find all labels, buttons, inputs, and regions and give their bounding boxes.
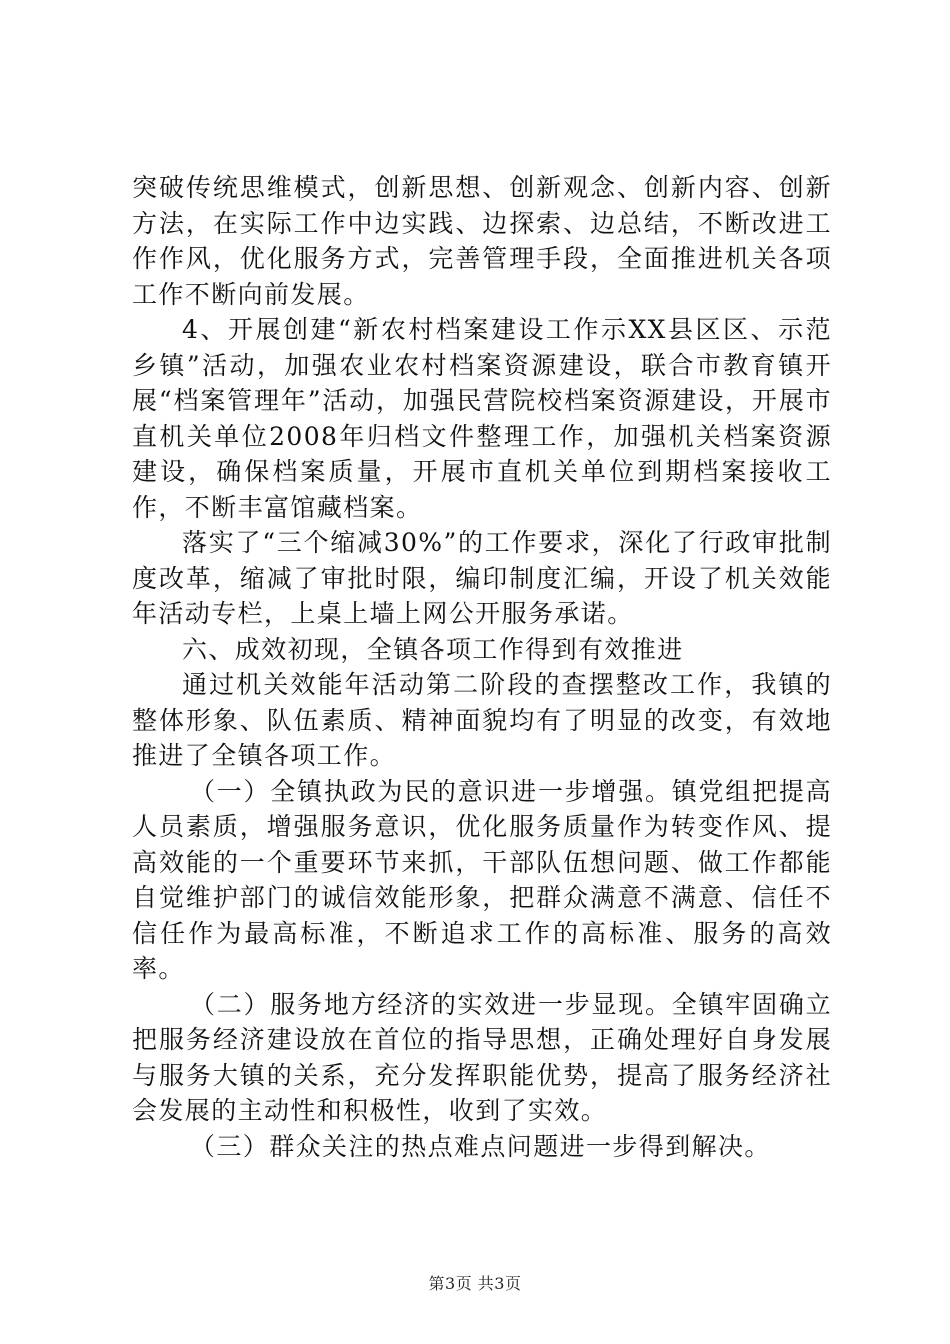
paragraph-results-intro: 通过机关效能年活动第二阶段的查摆整改工作，我镇的整体形象、队伍素质、精神面貌均有了明显的改变，有效地推进了全镇各项工作。 [132,670,832,770]
document-body [132,170,832,1164]
paragraph-approval-reform: 落实了“三个缩减30%”的工作要求，深化了行政审批制度改革，缩减了审批时限，编印制度汇编，开设了机关效能年活动专栏，上桌上墙上网公开服务承诺。 [132,528,832,628]
paragraph-item-one: （一）全镇执政为民的意识进一步增强。镇党组把提高人员素质，增强服务意识，优化服务质量作为转变作风、提高效能的一个重要环节来抓，干部队伍想问题、做工作都能自觉维护部门的诚信效能形象，把群众满意不满意、信任不信任作为最高标准，不断追求工作的高标准、服务的高效率。 [132,776,832,983]
page-number-footer: 第3页 共3页 [428,1274,522,1293]
paragraph-continuation: 突破传统思维模式，创新思想、创新观念、创新内容、创新方法，在实际工作中边实践、边探索、边总结，不断改进工作作风，优化服务方式，完善管理手段，全面推进机关各项工作不断向前发展。 [132,173,832,309]
paragraph-archives: 4、开展创建“新农村档案建设工作示XX县区区、示范乡镇”活动，加强农业农村档案资源建设，联合市教育镇开展“档案管理年”活动，加强民营院校档案资源建设，开展市直机关单位2008年归档文件整理工作，加强机关档案资源建设，确保档案质量，开展市直机关单位到期档案接收工作，不断丰富馆藏档案。 [132,315,832,522]
paragraph-item-two: （二）服务地方经济的实效进一步显现。全镇牢固确立把服务经济建设放在首位的指导思想，正确处理好自身发展与服务大镇的关系，充分发挥职能优势，提高了服务经济社会发展的主动性和积极性，收到了实效。 [132,989,832,1125]
paragraph-item-three: （三）群众关注的热点难点问题进一步得到解决。 [190,1131,771,1161]
section-heading-results: 六、成效初现，全镇各项工作得到有效推进 [182,634,684,664]
